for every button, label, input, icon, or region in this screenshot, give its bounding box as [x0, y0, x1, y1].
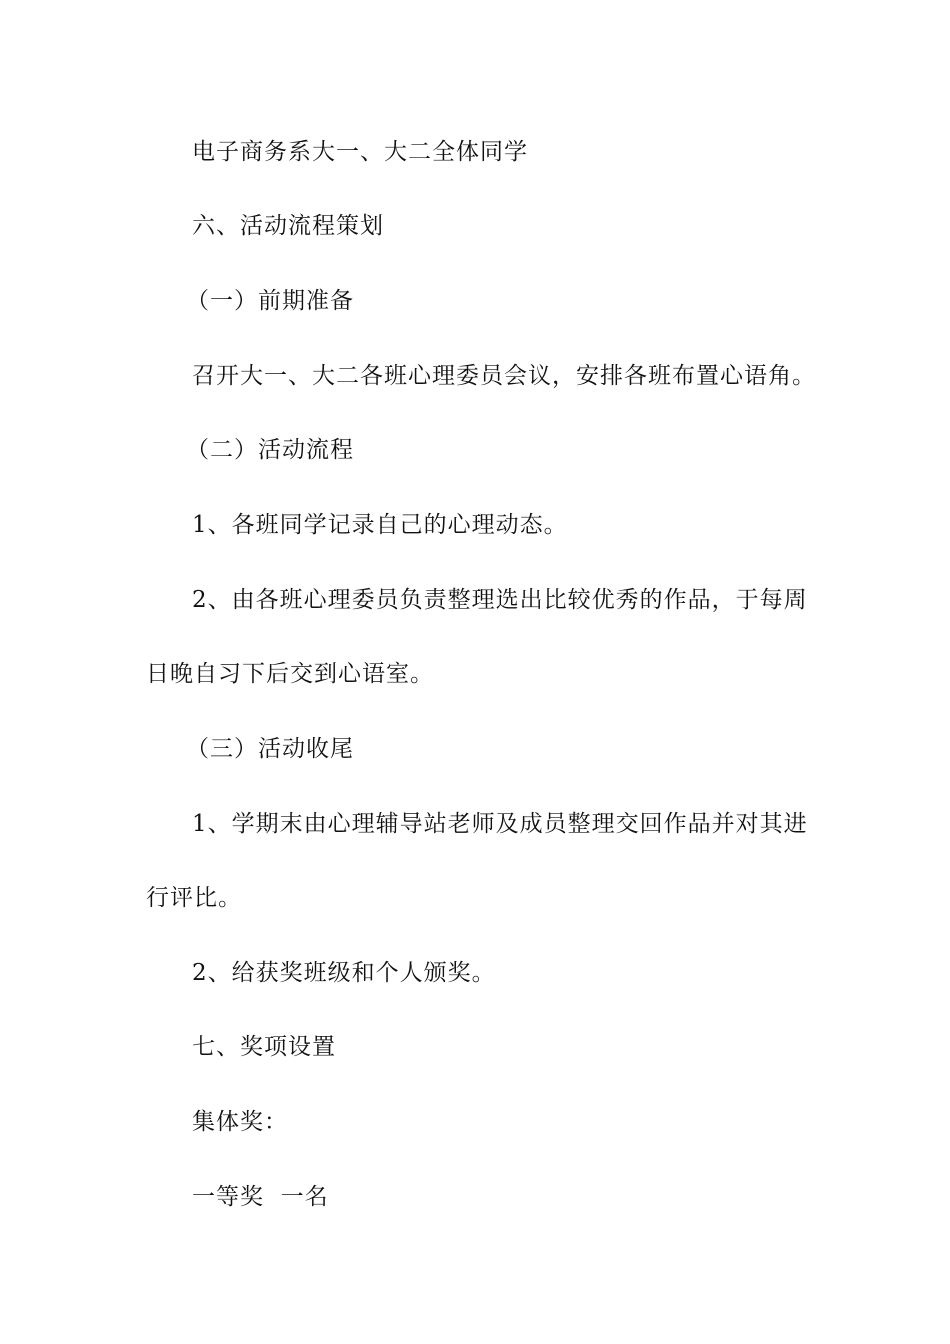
subheading-wrap-up: （三）活动收尾 [186, 736, 354, 762]
paragraph-flow-item-2-line-1: 2、由各班心理委员负责整理选出比较优秀的作品，于每周 [192, 587, 808, 613]
section-heading-activity-process: 六、活动流程策划 [192, 213, 384, 239]
subheading-activity-flow: （二）活动流程 [186, 437, 354, 463]
subheading-preparation: （一）前期准备 [186, 288, 354, 314]
paragraph-wrap-up-item-2: 2、给获奖班级和个人颁奖。 [192, 960, 496, 986]
paragraph-wrap-up-item-1-line-1: 1、学期末由心理辅导站老师及成员整理交回作品并对其进 [192, 811, 808, 837]
target-audience-text: 电子商务系大一、大二全体同学 [192, 139, 528, 165]
award-group-label: 集体奖： [192, 1109, 288, 1135]
paragraph-flow-item-2-line-2: 日晚自习下后交到心语室。 [146, 661, 434, 687]
paragraph-preparation: 召开大一、大二各班心理委员会议，安排各班布置心语角。 [192, 363, 816, 389]
paragraph-wrap-up-item-1-line-2: 行评比。 [146, 885, 242, 911]
award-first-prize: 一等奖 一名 [192, 1184, 329, 1210]
paragraph-flow-item-1: 1、各班同学记录自己的心理动态。 [192, 512, 568, 538]
section-heading-awards: 七、奖项设置 [192, 1034, 336, 1060]
